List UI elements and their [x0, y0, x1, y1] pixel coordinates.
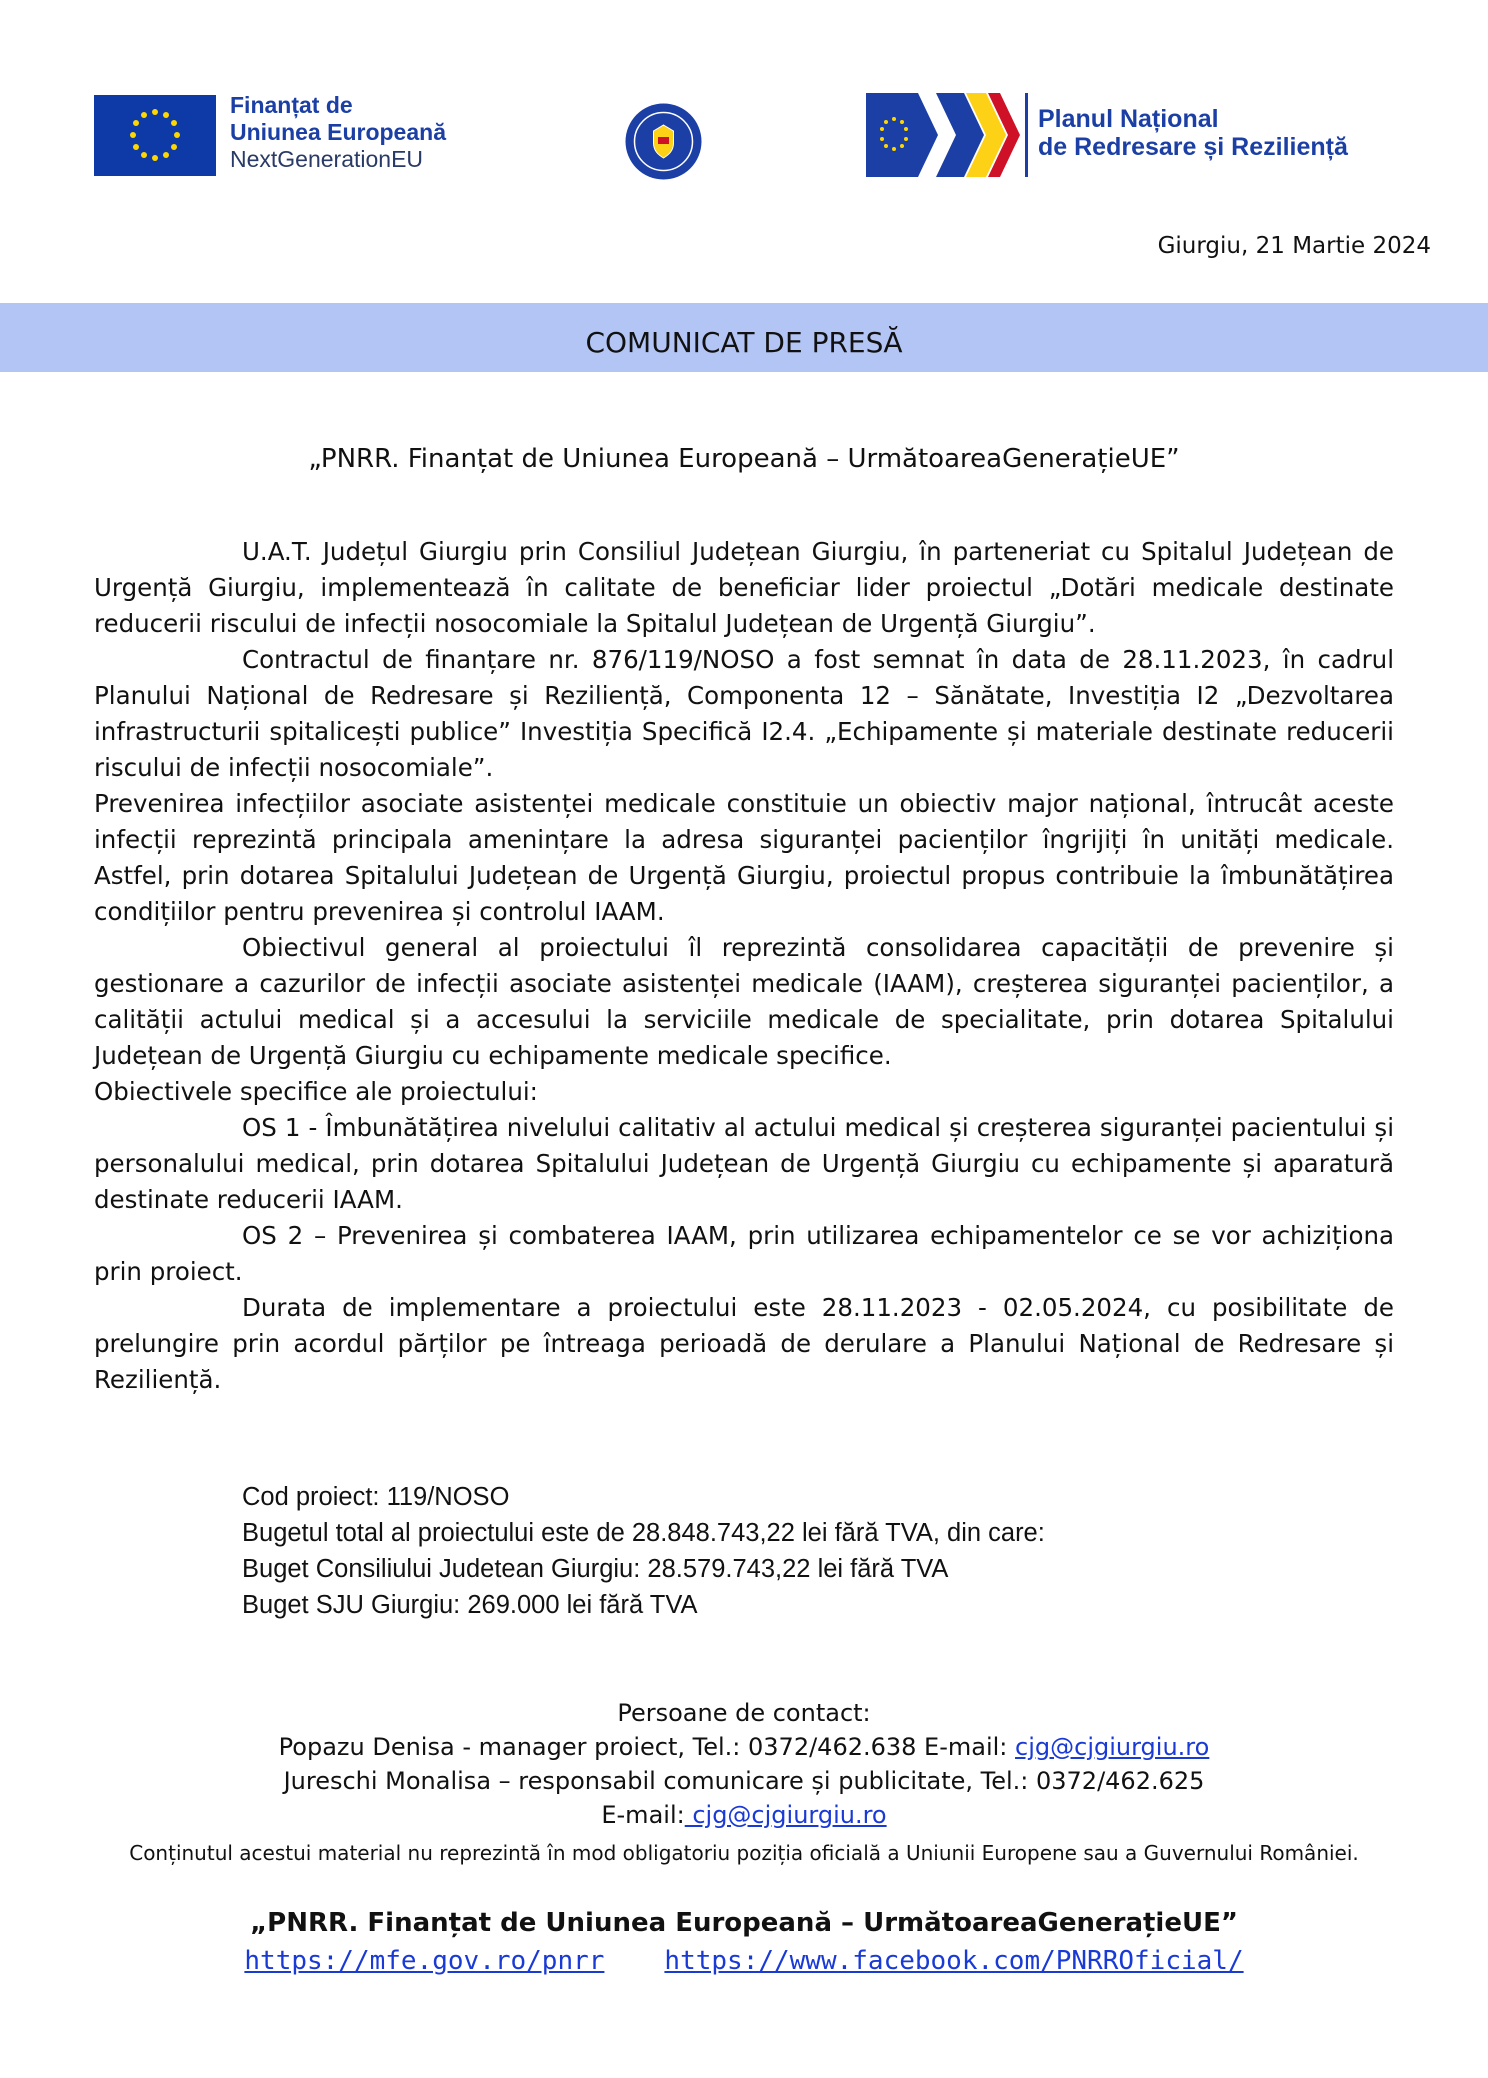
contact-1-email-link[interactable]: cjg@cjgiurgiu.ro: [1015, 1733, 1210, 1761]
press-release-body: [94, 534, 1394, 1398]
project-code: Cod proiect: 119/NOSO: [242, 1483, 510, 1511]
eu-funding-text: [230, 92, 446, 173]
paragraph-general-objective: Obiectivul general al proiectului îl reprezintă consolidarea capacității de prevenire și gestionare a cazurilor de infecții asociate asistenței medicale (IAAM), creșterea siguranței pacienților, a calității actului medical și a accesului la serviciile medicale de specialitate, prin dotarea Spitalului Județean de Urgență Giurgiu cu echipamente medicale specifice.: [94, 933, 1394, 1070]
slogan: „PNRR. Finanțat de Uniunea Europeană – UrmătoareaGenerațieUE”: [308, 444, 1180, 474]
paragraph-os1: OS 1 - Îmbunătățirea nivelului calitativ al actului medical și creșterea siguranței pacientului și personalului medical, prin dotarea Spitalului Județean de Urgență Giurgiu cu echipamente și aparatură destinate reducerii IAAM.: [94, 1113, 1394, 1214]
pnrr-title: [1038, 105, 1348, 161]
romania-coat-of-arms-icon: [623, 101, 704, 182]
contact-2-email-link[interactable]: cjg@cjgiurgiu.ro: [684, 1801, 887, 1829]
contact-line-3: [0, 1798, 1488, 1832]
eu-text-line1: Finanțat de: [230, 92, 353, 118]
pnrr-title-line1: Planul Național: [1038, 105, 1219, 133]
government-seal-logo: [623, 101, 704, 182]
contact-line-2: Jureschi Monalisa – responsabil comunicare și publicitate, Tel.: 0372/462.625: [283, 1767, 1205, 1795]
pnrr-arrows-icon: [866, 93, 1020, 177]
mfe-pnrr-link[interactable]: https://mfe.gov.ro/pnrr: [244, 1946, 605, 1976]
eu-text-line2: Uniunea Europeană: [230, 119, 446, 145]
paragraph-duration: Durata de implementare a proiectului este 28.11.2023 - 02.05.2024, cu posibilitate de prelungire prin acordul părților pe întreaga perioadă de derulare a Planului Național de Redresare și Reziliență.: [94, 1293, 1394, 1394]
contacts-title: Persoane de contact:: [617, 1699, 871, 1727]
contacts-section: [0, 1696, 1488, 1832]
footer-slogan: „PNRR. Finanțat de Uniunea Europeană – UrmătoareaGenerațieUE”: [250, 1908, 1238, 1938]
eu-text-line3: NextGenerationEU: [230, 146, 424, 172]
budget-sju: Buget SJU Giurgiu: 269.000 lei fără TVA: [242, 1591, 698, 1619]
facebook-pnrr-link[interactable]: https://www.facebook.com/PNRROficial/: [664, 1946, 1244, 1976]
contact-2-email-label: E-mail:: [601, 1801, 685, 1829]
footer-links: [0, 1946, 1488, 1976]
budget-cj: Buget Consiliului Judetean Giurgiu: 28.579.743,22 lei fără TVA: [242, 1555, 949, 1583]
disclaimer: Conținutul acestui material nu reprezintă în mod obligatoriu poziția oficială a Uniunii Europene sau a Guvernului României.: [129, 1841, 1359, 1865]
pnrr-logo: [866, 93, 1020, 177]
pnrr-divider: [1025, 93, 1028, 177]
paragraph-prevention: Prevenirea infecțiilor asociate asistenței medicale constituie un obiectiv major național, întrucât aceste infecții reprezintă principala amenințare la adresa siguranței pacienților îngrijiți în unități medicale. Astfel, prin dotarea Spitalului Județean de Urgență Giurgiu, proiectul propus contribuie la îmbunătățirea condițiilor pentru prevenirea și controlul IAAM.: [94, 789, 1394, 926]
contact-line-1: [0, 1730, 1488, 1764]
eu-stars-icon: [94, 95, 216, 176]
paragraph-specific-objectives-heading: Obiectivele specifice ale proiectului:: [94, 1077, 538, 1106]
page-title: COMUNICAT DE PRESĂ: [585, 326, 903, 359]
budget-total: Bugetul total al proiectului este de 28.848.743,22 lei fără TVA, din care:: [242, 1519, 1045, 1547]
paragraph-intro: U.A.T. Județul Giurgiu prin Consiliul Județean Giurgiu, în parteneriat cu Spitalul Județean de Urgență Giurgiu, implementează în calitate de beneficiar lider proiectul „Dotări medicale destinate reducerii riscului de infecții nosocomiale la Spitalul Județean de Urgență Giurgiu”.: [94, 537, 1394, 638]
budget-section: [242, 1479, 1045, 1623]
pnrr-title-line2: de Redresare și Reziliență: [1038, 133, 1348, 161]
paragraph-os2: OS 2 – Prevenirea și combaterea IAAM, prin utilizarea echipamentelor ce se vor achiziționa prin proiect.: [94, 1221, 1394, 1286]
contact-1-text: Popazu Denisa - manager proiect, Tel.: 0372/462.638 E-mail:: [278, 1733, 1016, 1761]
paragraph-contract: Contractul de finanțare nr. 876/119/NOSO a fost semnat în data de 28.11.2023, în cadrul Planului Național de Redresare și Reziliență, Componenta 12 – Sănătate, Investiția I2 „Dezvoltarea infrastructurii spitalicești publice” Investiția Specifică I2.4. „Echipamente și materiale destinate reducerii riscului de infecții nosocomiale”.: [94, 645, 1394, 782]
eu-flag-logo: [94, 95, 216, 176]
document-date: Giurgiu, 21 Martie 2024: [1157, 233, 1431, 259]
